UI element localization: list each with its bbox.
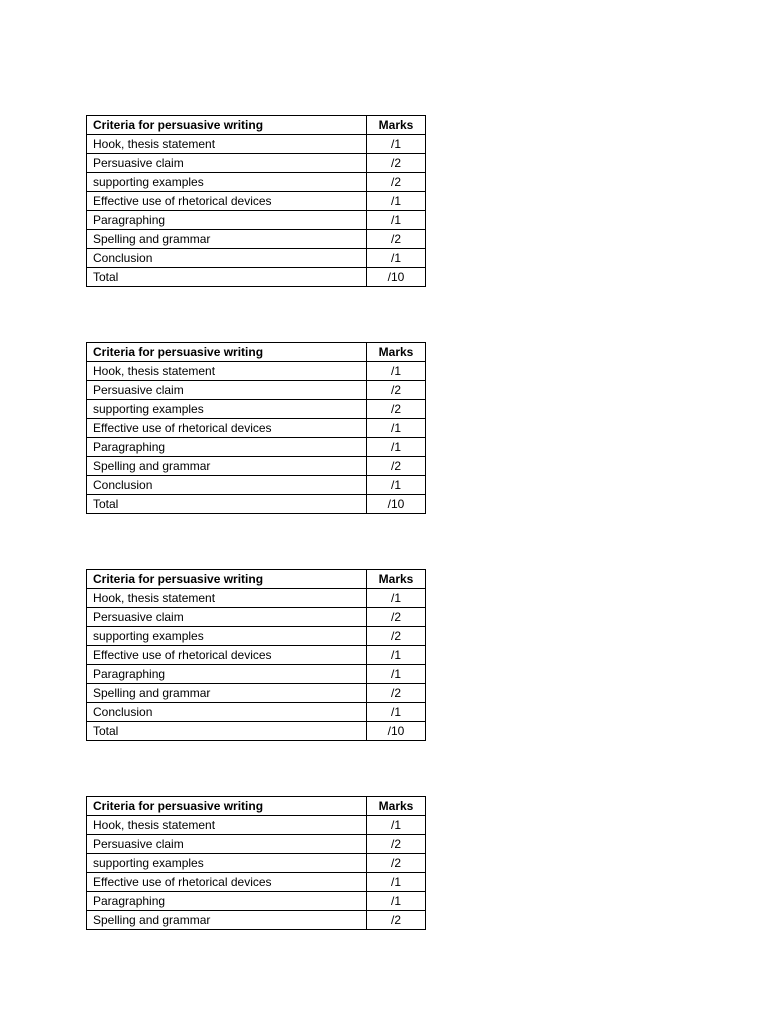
marks-cell: /1	[367, 892, 426, 911]
criteria-cell: supporting examples	[87, 854, 367, 873]
table-row	[87, 249, 426, 268]
marks-cell: /2	[367, 684, 426, 703]
criteria-cell: Total	[87, 268, 367, 287]
table-row	[87, 362, 426, 381]
criteria-cell: Persuasive claim	[87, 835, 367, 854]
criteria-column-header: Criteria for persuasive writing	[87, 116, 367, 135]
criteria-cell: Effective use of rhetorical devices	[87, 873, 367, 892]
table-row	[87, 646, 426, 665]
table-header-row	[87, 343, 426, 362]
criteria-cell: Spelling and grammar	[87, 457, 367, 476]
criteria-column-header: Criteria for persuasive writing	[87, 570, 367, 589]
marks-cell: /1	[367, 646, 426, 665]
table-row	[87, 154, 426, 173]
criteria-cell: Hook, thesis statement	[87, 135, 367, 154]
table-row	[87, 627, 426, 646]
table-row	[87, 665, 426, 684]
marks-cell: /1	[367, 816, 426, 835]
marks-cell: /1	[367, 589, 426, 608]
table-row	[87, 135, 426, 154]
table-header-row	[87, 116, 426, 135]
criteria-cell: Effective use of rhetorical devices	[87, 646, 367, 665]
marks-cell: /2	[367, 457, 426, 476]
marks-cell: /2	[367, 854, 426, 873]
marks-cell: /2	[367, 627, 426, 646]
criteria-cell: Persuasive claim	[87, 381, 367, 400]
marks-cell: /10	[367, 495, 426, 514]
criteria-cell: Spelling and grammar	[87, 911, 367, 930]
table-row	[87, 816, 426, 835]
criteria-cell: Persuasive claim	[87, 154, 367, 173]
criteria-cell: Hook, thesis statement	[87, 816, 367, 835]
rubric-table	[86, 796, 426, 930]
criteria-cell: Conclusion	[87, 703, 367, 722]
table-row	[87, 476, 426, 495]
marks-cell: /1	[367, 192, 426, 211]
marks-cell: /10	[367, 722, 426, 741]
table-row	[87, 457, 426, 476]
criteria-column-header: Criteria for persuasive writing	[87, 797, 367, 816]
marks-cell: /2	[367, 154, 426, 173]
table-row	[87, 892, 426, 911]
marks-column-header: Marks	[367, 116, 426, 135]
marks-column-header: Marks	[367, 570, 426, 589]
marks-cell: /2	[367, 381, 426, 400]
table-row	[87, 722, 426, 741]
criteria-cell: Paragraphing	[87, 438, 367, 457]
table-row	[87, 835, 426, 854]
marks-column-header: Marks	[367, 343, 426, 362]
rubric-table	[86, 115, 426, 287]
marks-cell: /2	[367, 173, 426, 192]
criteria-cell: Spelling and grammar	[87, 684, 367, 703]
table-row	[87, 438, 426, 457]
marks-cell: /1	[367, 873, 426, 892]
criteria-cell: Spelling and grammar	[87, 230, 367, 249]
rubric-table	[86, 569, 426, 741]
table-header-row	[87, 797, 426, 816]
table-row	[87, 495, 426, 514]
table-row	[87, 703, 426, 722]
criteria-cell: Paragraphing	[87, 211, 367, 230]
table-row	[87, 268, 426, 287]
marks-cell: /1	[367, 476, 426, 495]
criteria-column-header: Criteria for persuasive writing	[87, 343, 367, 362]
table-row	[87, 192, 426, 211]
table-header-row	[87, 570, 426, 589]
criteria-cell: Effective use of rhetorical devices	[87, 192, 367, 211]
marks-cell: /1	[367, 211, 426, 230]
marks-cell: /10	[367, 268, 426, 287]
table-row	[87, 854, 426, 873]
marks-cell: /1	[367, 249, 426, 268]
table-row	[87, 911, 426, 930]
criteria-cell: Persuasive claim	[87, 608, 367, 627]
marks-column-header: Marks	[367, 797, 426, 816]
marks-cell: /2	[367, 400, 426, 419]
table-row	[87, 211, 426, 230]
table-row	[87, 589, 426, 608]
marks-cell: /1	[367, 362, 426, 381]
marks-cell: /2	[367, 608, 426, 627]
marks-cell: /1	[367, 135, 426, 154]
criteria-cell: Total	[87, 722, 367, 741]
marks-cell: /2	[367, 835, 426, 854]
table-row	[87, 400, 426, 419]
table-row	[87, 230, 426, 249]
table-row	[87, 419, 426, 438]
criteria-cell: Conclusion	[87, 249, 367, 268]
table-row	[87, 684, 426, 703]
criteria-cell: Total	[87, 495, 367, 514]
criteria-cell: supporting examples	[87, 173, 367, 192]
criteria-cell: Effective use of rhetorical devices	[87, 419, 367, 438]
table-row	[87, 873, 426, 892]
marks-cell: /1	[367, 665, 426, 684]
table-row	[87, 173, 426, 192]
marks-cell: /1	[367, 419, 426, 438]
table-row	[87, 381, 426, 400]
criteria-cell: Conclusion	[87, 476, 367, 495]
marks-cell: /1	[367, 438, 426, 457]
marks-cell: /1	[367, 703, 426, 722]
criteria-cell: supporting examples	[87, 627, 367, 646]
criteria-cell: Paragraphing	[87, 892, 367, 911]
marks-cell: /2	[367, 230, 426, 249]
rubric-table	[86, 342, 426, 514]
table-row	[87, 608, 426, 627]
criteria-cell: supporting examples	[87, 400, 367, 419]
criteria-cell: Paragraphing	[87, 665, 367, 684]
criteria-cell: Hook, thesis statement	[87, 362, 367, 381]
criteria-cell: Hook, thesis statement	[87, 589, 367, 608]
marks-cell: /2	[367, 911, 426, 930]
